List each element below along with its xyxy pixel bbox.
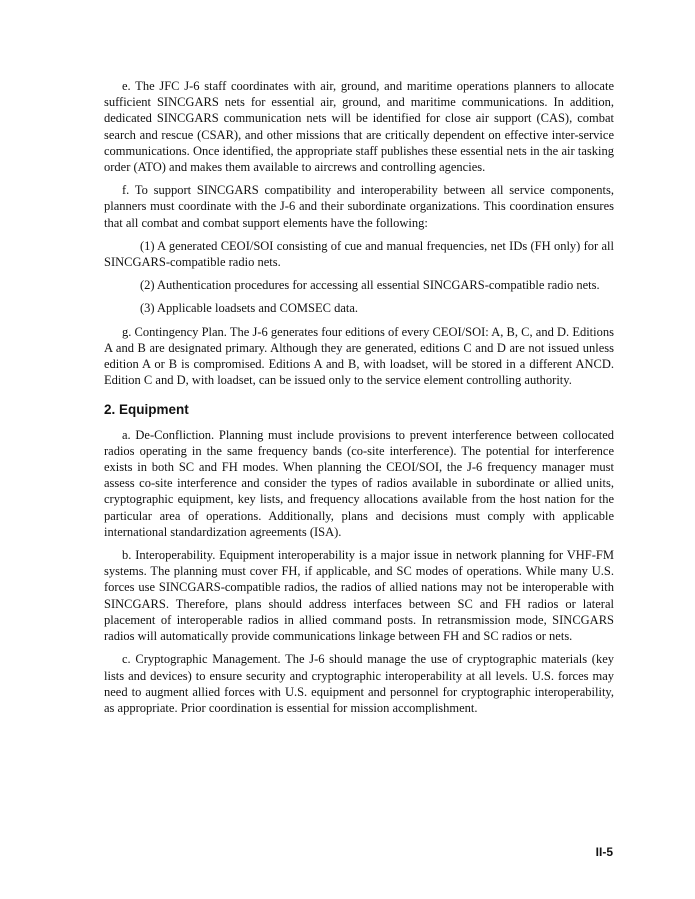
paragraph-2c: c. Cryptographic Management. The J-6 should manage the use of cryptographic materials (key lists and devices) to ensure security and cryptographic interoperability at all levels. U.S. forces may need to augment allied forces with U.S. equipment and personnel for cryptographic interoperability, as appropriate. Prior coordination is essential for mission accomplishment. xyxy=(104,652,614,715)
paragraph-g: g. Contingency Plan. The J-6 generates four editions of every CEOI/SOI: A, B, C, and D. Editions A and B are designated primary. Although they are generated, editions C and D are not issued unless edition A or B is compromised. Editions A and B, with loadset, will be stored in a different ANCD. Edition C and D, with loadset, can be issued only to the service element controlling authority. xyxy=(104,324,614,388)
paragraph-f1: (1) A generated CEOI/SOI consisting of cue and manual frequencies, net IDs (FH only) for all SINCGARS-compatible radio nets. xyxy=(104,238,614,270)
section-heading-equipment: 2. Equipment xyxy=(104,402,189,418)
paragraph-f2: (2) Authentication procedures for accessing all essential SINCGARS-compatible radio nets. xyxy=(140,278,600,293)
document-body xyxy=(104,78,614,723)
paragraph-e: e. The JFC J-6 staff coordinates with air, ground, and maritime operations planners to allocate sufficient SINCGARS nets for essential air, ground, and maritime communications. In addition, dedicated SINCGARS communication nets will be identified for close air support (CAS), combat search and rescue (CSAR), and other missions that are critically dependent on effective inter-service communications. Once identified, the appropriate staff publishes these essential nets in the air tasking order (ATO) and makes them available to aircrews and controlling agencies. xyxy=(104,79,614,175)
page-number: II-5 xyxy=(595,845,613,859)
paragraph-2a: a. De-Confliction. Planning must include provisions to prevent interference between collocated radios operating in the same frequency bands (co-site interference). The potential for interference exists in both SC and FH modes. When planning the CEOI/SOI, the J-6 frequency manager must assess co-site interference and consider the types of radios available in subordinate or allied units, cryptographic equipment, key lists, and frequency allocations available from the host nation for the particular area of operations. Additionally, plans and decisions must comply with applicable international standardization agreements (ISA). xyxy=(104,427,614,539)
paragraph-f3: (3) Applicable loadsets and COMSEC data. xyxy=(140,301,359,316)
paragraph-f: f. To support SINCGARS compatibility and interoperability between all service components, planners must coordinate with the J-6 and their subordinate organizations. This coordination ensures that all combat and combat support elements have the following: xyxy=(104,183,614,230)
paragraph-2b: b. Interoperability. Equipment interoperability is a major issue in network planning for VHF-FM systems. The planning must cover FH, if applicable, and SC modes of operations. While many U.S. forces use SINCGARS-compatible radios, the radios of allied nations may not be interoperable with SINCGARS. Therefore, plans should address interfaces between SC and FH radios or lateral placement of interoperable radios in allied command posts. In retransmission mode, SINCGARS radios will automatically provide communications linkage between FH and SC radios or nets. xyxy=(104,548,614,644)
